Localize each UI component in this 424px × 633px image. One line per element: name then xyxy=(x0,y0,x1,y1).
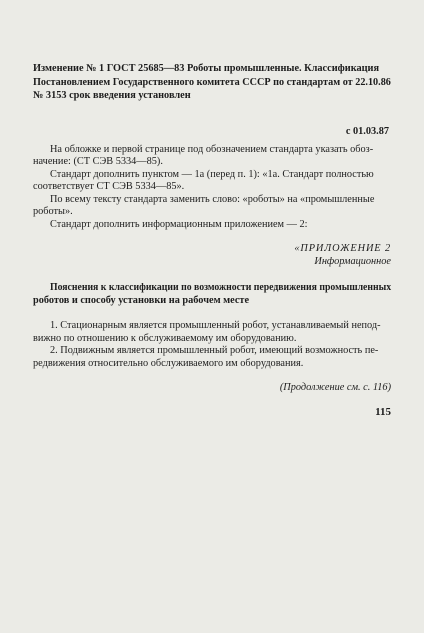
continuation-note: (Продолжение см. с. 116) xyxy=(279,382,391,393)
paragraph-replace-line1: По всему тексту стандарта заменить слово: «роботы» на «промышленные xyxy=(50,194,375,205)
amendment-title: Изменение № 1 ГОСТ 25685—83 Роботы промышленные. Классификация xyxy=(33,63,380,74)
item2-line1: 2. Подвижным является промышленный робот, имеющий возможность пе- xyxy=(50,345,379,356)
section-heading-line1: Пояснения к классификации по возможности передвижения промышленных xyxy=(50,282,392,293)
appendix-subtitle: Информационное xyxy=(314,256,391,267)
paragraph-appendix-intro: Стандарт дополнить информационным приложением — 2: xyxy=(50,219,308,230)
item1-line2: вижно по отношению к обслуживаемому им оборудованию. xyxy=(33,333,297,344)
page-number: 115 xyxy=(375,406,391,418)
item2-line2: редвижения относительно обслуживаемого им оборудования. xyxy=(33,358,304,369)
paragraph-cover-line2: начение: (СТ СЭВ 5334—85). xyxy=(33,156,163,167)
section-heading-line2: роботов и способу установки на рабочем месте xyxy=(33,295,250,306)
effective-date: с 01.03.87 xyxy=(345,126,389,137)
resolution-line: Постановлением Государственного комитета СССР по стандартам от 22.10.86 xyxy=(33,77,391,88)
paragraph-cover-line1: На обложке и первой странице под обозначением стандарта указать обоз- xyxy=(50,144,374,155)
paragraph-addition-line2: соответствует СТ СЭВ 5334—85». xyxy=(33,181,185,192)
item1-line1: 1. Стационарным является промышленный робот, устанавливаемый непод- xyxy=(50,320,381,331)
appendix-title: «ПРИЛОЖЕНИЕ 2 xyxy=(294,243,391,254)
paragraph-addition-line1: Стандарт дополнить пунктом — 1а (перед п. 1): «1а. Стандарт полностью xyxy=(50,169,374,180)
paragraph-replace-line2: роботы». xyxy=(33,206,73,217)
resolution-number-line: № 3153 срок введения установлен xyxy=(33,90,191,101)
